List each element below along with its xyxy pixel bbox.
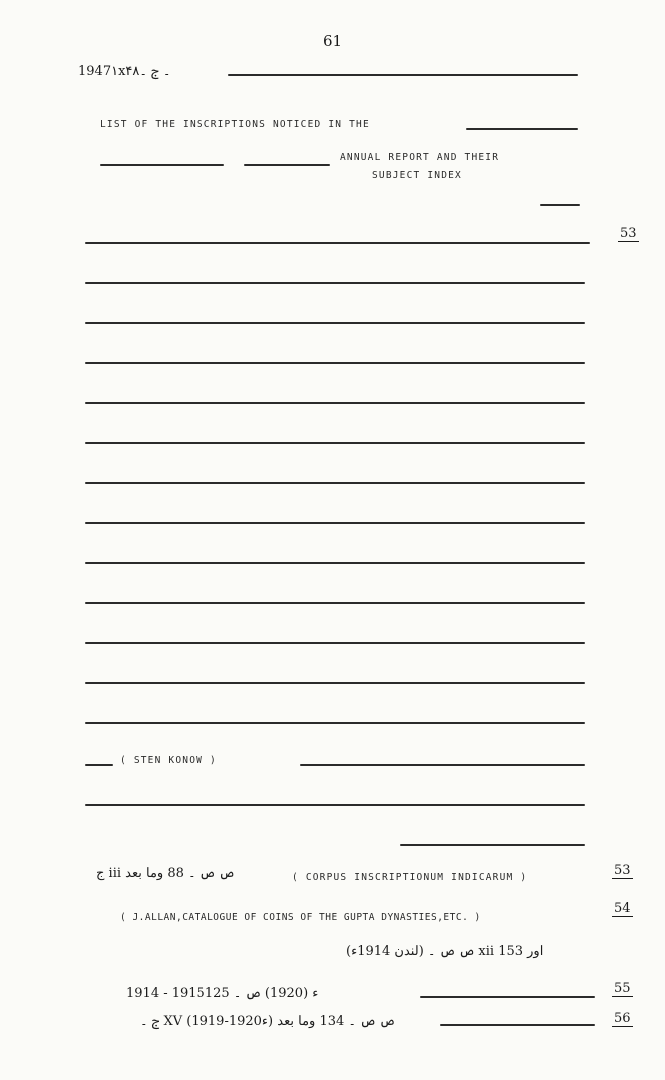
header-english-line-2: ANNUAL REPORT AND THEIR	[340, 152, 500, 163]
footnote-56-marker: 56	[614, 1011, 631, 1026]
paragraph-handwritten-line-6	[85, 442, 585, 444]
header-english-line-3: SUBJECT INDEX	[372, 170, 462, 181]
footnote-54-numbers: (لندن 1914ء) ص ص ۔ xii اور 153	[346, 944, 544, 959]
paragraph-handwritten-line-13	[85, 722, 585, 724]
paragraph-handwritten-line-1	[85, 242, 590, 244]
paragraph-handwritten-line-16	[400, 844, 585, 846]
paragraph-handwritten-line-8	[85, 522, 585, 524]
footnote-56-numbers: ج ۔ XV (1919-1920ء) ص ص ۔ 134 وما بعد	[140, 1014, 395, 1029]
header-handwritten-line-4	[540, 204, 580, 206]
paragraph-handwritten-line-7	[85, 482, 585, 484]
paragraph-english-name: ( STEN KONOW )	[120, 755, 217, 766]
header-english-line-1: LIST OF THE INSCRIPTIONS NOTICED IN THE	[100, 119, 370, 130]
footnote-56-handwritten-line	[440, 1024, 595, 1026]
header-handwritten-line-3a	[244, 164, 330, 166]
footnote-53-marker: 53	[614, 863, 631, 878]
footnote-53-numbers: ج iii ص ص ۔ 88 وما بعد	[96, 866, 235, 881]
paragraph-handwritten-line-15	[85, 804, 585, 806]
header-handwritten-line-2	[466, 128, 578, 130]
paragraph-handwritten-line-11	[85, 642, 585, 644]
paragraph-handwritten-line-4	[85, 362, 585, 364]
paragraph-handwritten-line-10	[85, 602, 585, 604]
footnote-55-numbers: 1914 - 1915ء (1920) ص ۔ 125	[126, 986, 319, 1001]
paragraph-handwritten-line-3	[85, 322, 585, 324]
paragraph-handwritten-line-9	[85, 562, 585, 564]
paragraph-handwritten-line-5	[85, 402, 585, 404]
header-series-numbers: 1947۱x۔ ج ۔۴۸	[78, 64, 171, 79]
header-handwritten-line-3b	[100, 164, 224, 166]
footnote-55-marker: 55	[614, 981, 631, 996]
footnote-53-english: ( CORPUS INSCRIPTIONUM INDICARUM )	[292, 872, 528, 883]
paragraph-handwritten-line-14b	[85, 764, 113, 766]
paragraph-handwritten-line-12	[85, 682, 585, 684]
paragraph-handwritten-line-14a	[300, 764, 585, 766]
paragraph-footnote-ref: 53	[620, 226, 637, 241]
page-number: 61	[322, 32, 343, 50]
header-handwritten-line-1	[228, 74, 578, 76]
paragraph-handwritten-line-2	[85, 282, 585, 284]
footnote-54-marker: 54	[614, 901, 631, 916]
footnote-54-english: ( J.ALLAN,CATALOGUE OF COINS OF THE GUPTA DYNASTIES,ETC. )	[120, 912, 481, 923]
footnote-55-handwritten-line	[420, 996, 595, 998]
